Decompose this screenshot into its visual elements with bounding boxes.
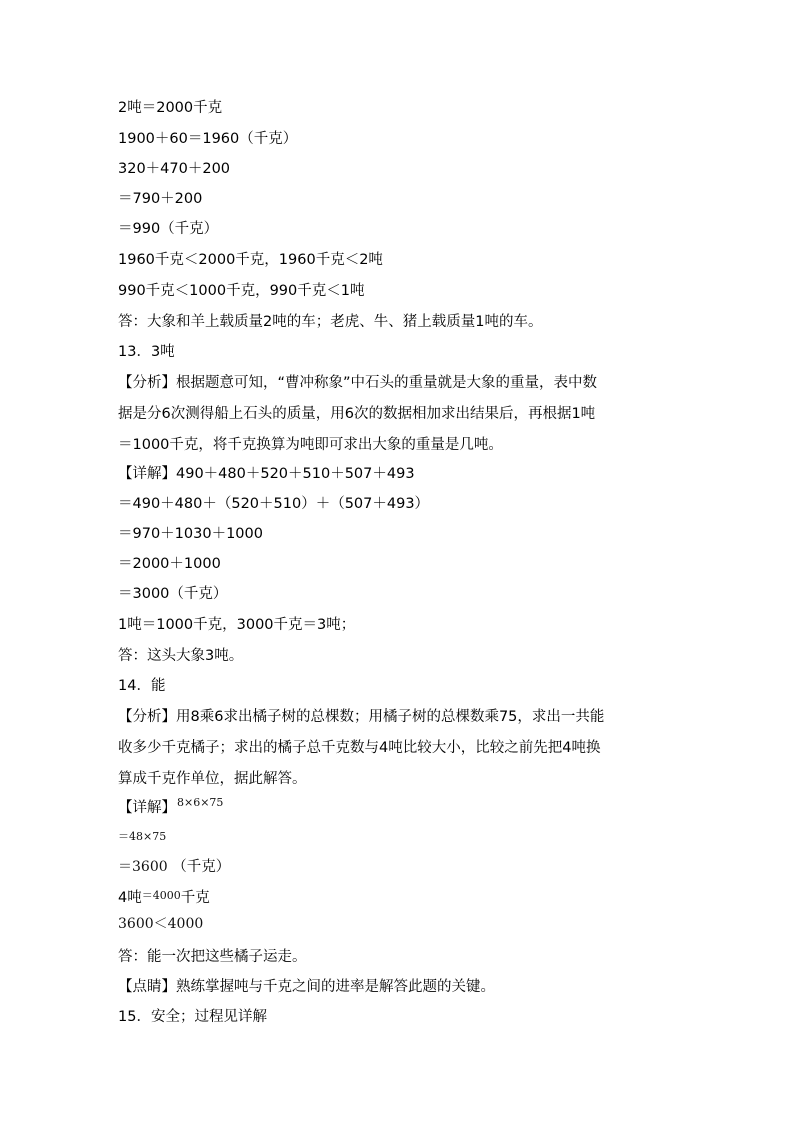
q14-answer: 答：能一次把这些橘子运走。 — [118, 949, 307, 965]
q14-detail-line-1 — [118, 798, 222, 819]
q13-detail-line-4: ＝2000＋1000 — [118, 556, 221, 572]
line-sum-expr: 320＋470＋200 — [118, 161, 231, 177]
q14-detail-line-3 — [118, 857, 230, 877]
q13-detail-line-3: ＝970＋1030＋1000 — [118, 526, 263, 542]
answer-12: 答：大象和羊上载质量2吨的车；老虎、牛、猪上载质量1吨的车。 — [118, 314, 543, 330]
q14-detail-line-2: ＝48×75 — [118, 830, 167, 843]
line-sum-1960: 1900＋60＝1960（千克） — [118, 131, 298, 147]
q14-conversion-math: ＝4000 — [141, 889, 181, 902]
q14-conversion-line — [118, 888, 210, 909]
line-compare-1960: 1960千克＜2000千克，1960千克＜2吨 — [118, 252, 383, 268]
q13-analysis-line-1: 【分析】根据题意可知，“曹冲称象”中石头的重量就是大象的重量，表中数 — [118, 375, 598, 391]
q14-step3-unit: （千克） — [172, 859, 231, 875]
q13-detail-line-5: ＝3000（千克） — [118, 586, 228, 602]
q13-detail-line-6: 1吨＝1000千克，3000千克＝3吨； — [118, 617, 356, 633]
q14-analysis-line-2: 收多少千克橘子；求出的橘子总千克数与4吨比较大小，比较之前先把4吨换 — [118, 740, 601, 756]
question-15-heading: 15．安全；过程见详解 — [118, 1009, 267, 1025]
line-sum-result: ＝990（千克） — [118, 221, 219, 237]
q14-step3-math: ＝3600 — [118, 859, 168, 875]
q13-answer: 答：这头大象3吨。 — [118, 648, 244, 664]
q14-conversion-pre: 4吨 — [118, 890, 142, 906]
q14-detail-expression: 8×6×75 — [177, 796, 224, 809]
q14-analysis-line-3: 算成千克作单位，据此解答。 — [118, 771, 307, 787]
q14-analysis-line-1: 【分析】用8乘6求出橘子树的总棵数；用橘子树的总棵数乘75，求出一共能 — [118, 709, 605, 725]
line-conversion-2t: 2吨＝2000千克 — [118, 100, 223, 116]
question-13-heading: 13．3吨 — [118, 344, 175, 360]
q13-detail-line-1: 【详解】490＋480＋520＋510＋507＋493 — [118, 466, 415, 482]
line-compare-990: 990千克＜1000千克，990千克＜1吨 — [118, 283, 365, 299]
line-sum-step: ＝790＋200 — [118, 191, 203, 207]
q14-compare-line: 3600＜4000 — [118, 916, 204, 932]
q13-analysis-line-2: 据是分6次测得船上石头的质量，用6次的数据相加求出结果后，再根据1吨 — [118, 406, 596, 422]
q14-point: 【点睛】熟练掌握吨与千克之间的进率是解答此题的关键。 — [118, 979, 495, 995]
question-14-heading: 14．能 — [118, 678, 166, 694]
q13-detail-line-2: ＝490＋480＋（520＋510）＋（507＋493） — [118, 496, 430, 512]
q14-conversion-post: 千克 — [180, 890, 210, 906]
q13-analysis-line-3: ＝1000千克，将千克换算为吨即可求出大象的重量是几吨。 — [118, 437, 503, 453]
q14-detail-label: 【详解】 — [118, 800, 176, 816]
